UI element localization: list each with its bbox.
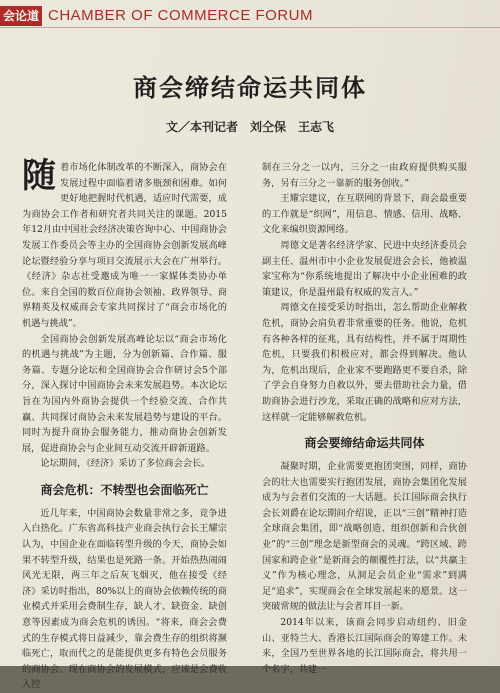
- right-column: [262, 160, 467, 677]
- paragraph: 制在三分之一以内，三分之一由政府提供购买服务，另有三分之一靠新的服务创收。”: [262, 162, 467, 189]
- paragraph: 周德文在接受采访时指出，怎么帮助企业解救危机，商协会肩负着非常重要的任务。他说，危机有各种各样的征兆，具有结构性，并不属于周期性危机，只要我们积极应对，都会得到解决。他认为，危机出现后，企业家不要跑路更不要自杀，除了学会自身努力自救以外，要去借助社会力量，借助商协会进行沙龙，采取正确的战略和应对方法，这样就一定能够解救危机。: [262, 302, 467, 423]
- header-rule: [0, 27, 500, 28]
- right-subhead: 商会要缔结命运共同体: [304, 436, 425, 451]
- article-byline: 文／本刊记者 刘仝保 王志飞: [165, 120, 334, 134]
- section-header: [0, 6, 500, 26]
- forum-title: CHAMBER OF COMMERCE FORUM: [48, 7, 313, 24]
- drop-cap: 随: [22, 156, 56, 196]
- paragraph: 凝聚时期，企业需要更抱团突围，同样，商协会的壮大也需要实行抱团发展，商协会集团化发展成为与会者们交流的一大话题。长江国际商会执行会长刘爵在论坛期间介绍说，正以“三创”精神打造全球商会集团，即“战略创造、组织创新和合伙创业”的“三创”理念是新型商会的灵魂。“跨区域、跨国家和跨企业”是新商会的颠覆性打法，以“共赢主义”作为核心理念，从洞足会员企业“需求”到满足“追求”，实现商会在全球发展起来的愿景。这一突破常规的做法让与会者耳目一新。: [262, 461, 467, 613]
- left-column: [22, 156, 227, 693]
- section-tag: 会论道: [0, 6, 42, 26]
- left-subhead: 商会危机：不转型也会面临死亡: [40, 482, 209, 497]
- paragraph: 王耀宗建议，在互联网的背景下，商会最重要的工作就是“织网”，用信息、情感、信用、战略、文化来编织资源网络。: [262, 193, 467, 236]
- paragraph: 全国商协会创新发展高峰论坛以“商会市场化的机遇与挑战”为主题，分为创新篇、合作篇、服务篇、专题分论坛和全国商协会合作研讨会5个部分，深入探讨中国商协会未来发展趋势。本次论坛旨在为国内外商协会提供一个经验交流、合作共赢、共同探讨商协会未来发展趋势与建设的平台。同时为提升商协会服务能力，推动商协会创新发展，促进商协会与企业间互动交流开辟新道路。: [22, 333, 227, 454]
- paragraph: 论坛期间，《经济》采访了多位商会会长。: [40, 458, 211, 470]
- paragraph: 2014年以来，该商会同步启动纽约、旧金山、亚特兰大、香港长江国际商会的筹建工作。未来，全国乃至世界各地的长江国际商会，将共用一个名字，共建一: [262, 617, 467, 675]
- paragraph: 随着市场化体制改革的不断深入，商协会在发展过程中面临着诸多瓶颈和困难。如何更好地把握时代机遇，适应时代需要，成为商协会工作者和研究者共同关注的课题。2015年12月由中国社会经济决策咨询中心、中国商协会发展工作委员会等主办的全国商协会创新发展高峰论坛暨经验分享与项目交流展示大会在广州举行。《经济》杂志社受邀成为唯一一家媒体类协办单位。来自全国的数百位商协会领袖、政界领导、商界精英及权威商会专家共同探讨了“商会市场化的机遇与挑战”。: [22, 156, 227, 329]
- paragraph: 近几年来，中国商协会数量非常之多，竞争进入白热化。广东省高科技产业商会执行会长王耀宗认为，中国企业在面临转型升级的今天，商协会如果不转型升级，结果也是死路一条。开始热热闹闹风光无限，两三年之后灰飞烟灭，他在接受《经济》采访时指出，80%以上的商协会依赖传统的商业模式并采用会费制生存，缺人才、缺资金、缺创意等因素成为商会危机的诱因。“将来，商会会费式的生存模式将日益减少，靠会费生存的组织将濒临死亡，取而代之的是能提供更多有特色会员服务的商协会。现在商协会的发展模式，应该是会费收入控: [22, 507, 227, 691]
- paragraph: 周德文是著名经济学家、民进中央经济委员会副主任、温州市中小企业发展促进会会长，他被温家宝称为“你系统地提出了解决中小企业困难的政策建议，你是温州最有权威的发言人。”: [262, 239, 467, 298]
- article-title: 商会缔结命运共同体: [133, 74, 367, 102]
